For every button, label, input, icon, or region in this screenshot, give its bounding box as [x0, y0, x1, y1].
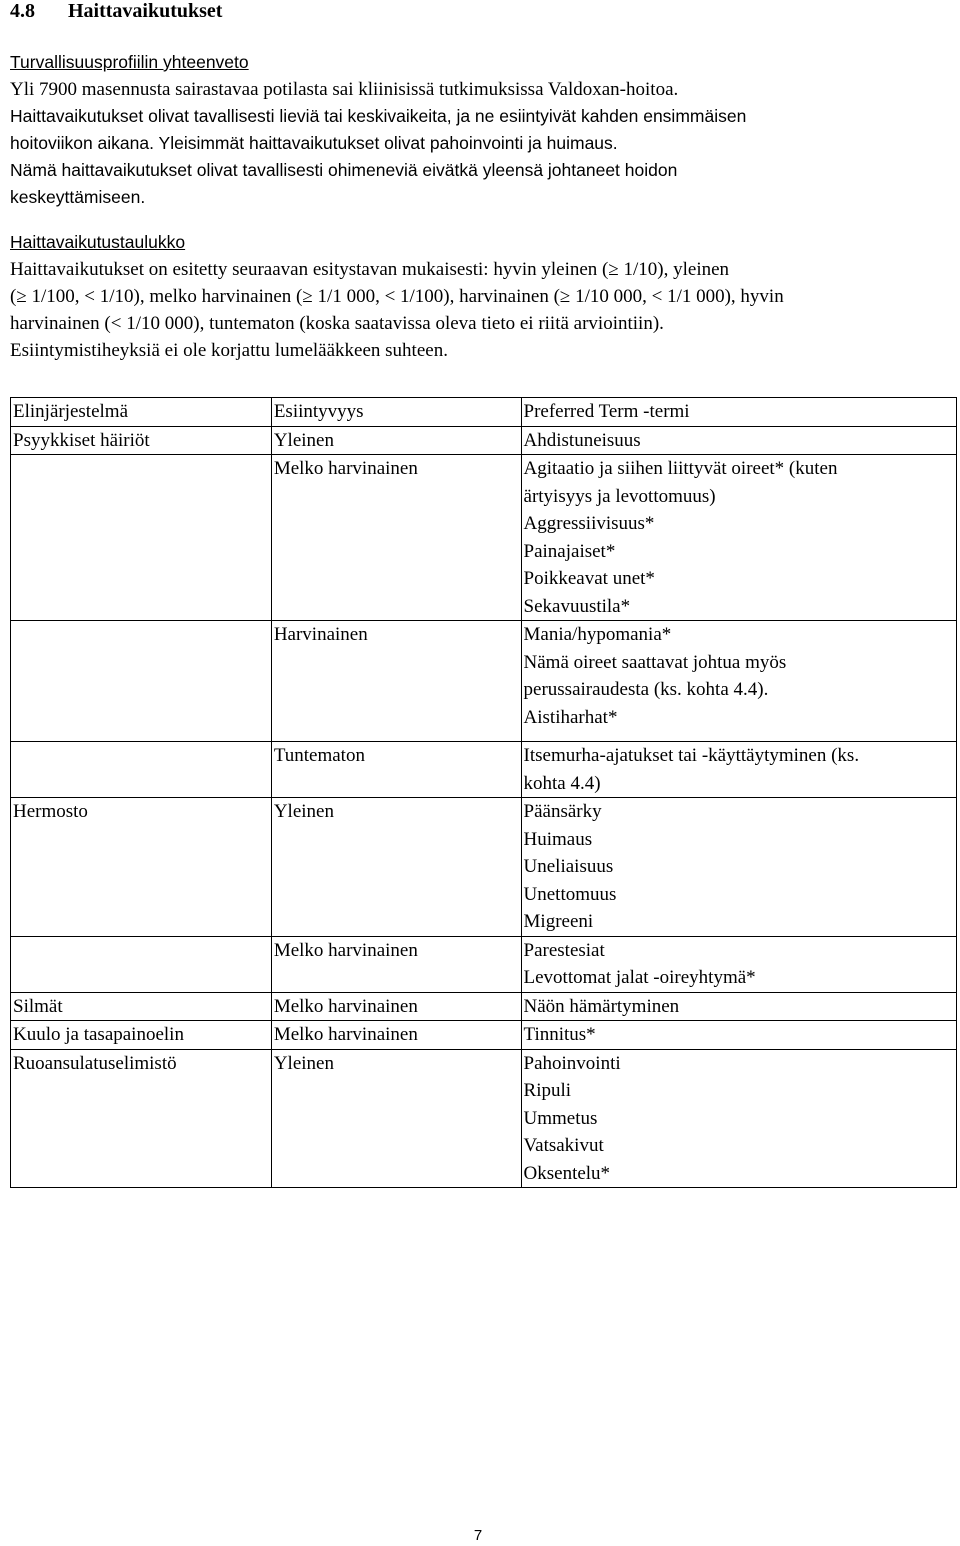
column-header: Preferred Term -termi — [521, 398, 956, 427]
summary-heading: Turvallisuusprofiilin yhteenveto — [10, 52, 249, 72]
frequency-cell: Yleinen — [271, 426, 521, 455]
preferred-term: Unettomuus — [523, 883, 617, 905]
intro-line: harvinainen (< 1/10 000), tuntematon (koska saatavissa oleva tieto ei riitä arviointiin). — [10, 313, 664, 334]
table-row — [11, 992, 957, 1021]
preferred-term: Ummetus — [523, 1107, 598, 1129]
organ-class-cell — [11, 936, 272, 992]
organ-class-cell: Silmät — [11, 992, 272, 1021]
organ-class-cell: Hermosto — [11, 798, 272, 937]
table-row — [11, 621, 957, 742]
preferred-term: Parestesiat — [523, 939, 605, 961]
column-header: Elinjärjestelmä — [11, 398, 272, 427]
organ-class-cell: Ruoansulatuselimistö — [11, 1049, 272, 1188]
frequency-cell: Yleinen — [271, 798, 521, 937]
frequency-cell: Yleinen — [271, 1049, 521, 1188]
preferred-term: Levottomat jalat -oireyhtymä* — [523, 967, 756, 988]
document-page — [10, 0, 956, 1184]
intro-line: Esiintymistiheyksiä ei ole korjattu lumelääkkeen suhteen. — [10, 340, 448, 361]
preferred-term-cell — [521, 1021, 956, 1050]
preferred-term: Migreeni — [523, 911, 594, 932]
table-row — [11, 1049, 957, 1188]
preferred-term: Nämä oireet saattavat johtua myös — [523, 651, 787, 673]
frequency-cell: Melko harvinainen — [271, 992, 521, 1021]
table-header-row — [11, 398, 957, 427]
preferred-term: perussairaudesta (ks. kohta 4.4). — [523, 679, 769, 700]
preferred-term-cell — [521, 426, 956, 455]
intro-line: (≥ 1/100, < 1/10), melko harvinainen (≥ 1/1 000, < 1/100), harvinainen (≥ 1/10 000, < 1/1 000), hyvin — [10, 286, 784, 307]
preferred-term-cell — [521, 798, 956, 937]
table-row — [11, 798, 957, 937]
section-title: Haittavaikutukset — [68, 0, 223, 22]
preferred-term: Tinnitus* — [523, 1024, 596, 1045]
preferred-term: Aistiharhat* — [523, 706, 618, 728]
preferred-term: Agitaatio ja siihen liittyvät oireet* (kuten — [523, 458, 838, 479]
table-section-heading: Haittavaikutustaulukko — [10, 232, 186, 252]
preferred-term: Uneliaisuus — [523, 856, 614, 877]
summary-line: hoitoviikon aikana. Yleisimmät haittavaikutukset olivat pahoinvointi ja huimaus. — [10, 133, 618, 153]
preferred-term-cell — [521, 936, 956, 992]
intro-line: Haittavaikutukset on esitetty seuraavan esitystavan mukaisesti: hyvin yleinen (≥ 1/10), yleinen — [10, 259, 730, 280]
preferred-term: Aggressiivisuus* — [523, 513, 655, 534]
organ-class-cell: Kuulo ja tasapainoelin — [11, 1021, 272, 1050]
summary-line: keskeyttämiseen. — [10, 187, 146, 207]
preferred-term: Huimaus — [523, 828, 593, 850]
preferred-term: Päänsärky — [523, 801, 602, 822]
preferred-term-cell — [521, 1049, 956, 1188]
table-row — [11, 1021, 957, 1050]
table-intro-text — [10, 256, 956, 364]
preferred-term-cell — [521, 742, 956, 798]
preferred-term-cell — [521, 455, 956, 621]
preferred-term: Ripuli — [523, 1080, 572, 1101]
adverse-reactions-table — [10, 397, 957, 1188]
column-header: Esiintyvyys — [271, 398, 521, 427]
summary-line: Yli 7900 masennusta sairastavaa potilasta sai kliinisissä tutkimuksissa Valdoxan-hoitoa. — [10, 79, 679, 100]
organ-class-cell — [11, 742, 272, 798]
page-number: 7 — [473, 1527, 483, 1544]
preferred-term — [524, 731, 954, 741]
frequency-cell: Melko harvinainen — [271, 455, 521, 621]
preferred-term: Pahoinvointi — [523, 1052, 621, 1074]
table-row — [11, 426, 957, 455]
summary-line: Nämä haittavaikutukset olivat tavallisesti ohimeneviä eivätkä yleensä johtaneet hoidon — [10, 160, 678, 180]
frequency-cell: Melko harvinainen — [271, 936, 521, 992]
safety-profile-summary — [10, 49, 956, 211]
preferred-term: Itsemurha-ajatukset tai -käyttäytyminen (ks. — [523, 745, 860, 766]
table-row — [11, 455, 957, 621]
frequency-cell: Tuntematon — [271, 742, 521, 798]
adverse-reaction-table-intro — [10, 229, 956, 364]
preferred-term: Näön hämärtyminen — [523, 995, 680, 1017]
organ-class-cell: Psyykkiset häiriöt — [11, 426, 272, 455]
summary-line: Haittavaikutukset olivat tavallisesti lieviä tai keskivaikeita, ja ne esiintyivät kahden ensimmäisen — [10, 106, 747, 126]
table-row — [11, 936, 957, 992]
section-number: 4.8 — [10, 0, 35, 22]
preferred-term: Poikkeavat unet* — [523, 568, 655, 589]
preferred-term: Mania/hypomania* — [523, 624, 672, 645]
frequency-cell: Melko harvinainen — [271, 1021, 521, 1050]
preferred-term: Ahdistuneisuus — [523, 429, 641, 451]
preferred-term-cell — [521, 621, 956, 742]
section-heading — [10, 0, 956, 26]
preferred-term: Vatsakivut — [523, 1135, 604, 1156]
preferred-term: ärtyisyys ja levottomuus) — [523, 485, 716, 507]
preferred-term: Oksentelu* — [523, 1162, 611, 1184]
preferred-term: kohta 4.4) — [523, 772, 601, 794]
summary-text — [10, 76, 956, 211]
organ-class-cell — [11, 455, 272, 621]
preferred-term-cell — [521, 992, 956, 1021]
preferred-term: Painajaiset* — [523, 540, 616, 562]
table-row — [11, 742, 957, 798]
organ-class-cell — [11, 621, 272, 742]
frequency-cell: Harvinainen — [271, 621, 521, 742]
preferred-term: Sekavuustila* — [523, 595, 631, 617]
